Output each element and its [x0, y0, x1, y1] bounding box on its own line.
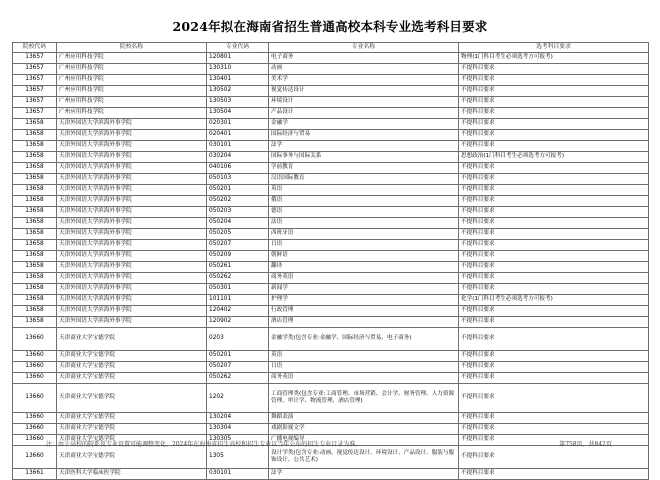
cell-subject-req: 不提科目要求	[459, 469, 649, 480]
cell-school-code: 13660	[13, 373, 57, 384]
cell-major-name: 设计学类(包含专业:动画、视觉传达设计、环境设计、产品设计、服装与服饰设计、公共艺术)	[269, 446, 459, 469]
cell-subject-req: 不提科目要求	[459, 185, 649, 196]
cell-major-code: 1305	[207, 446, 269, 469]
table-row	[13, 351, 649, 362]
cell-school-code: 13660	[13, 384, 57, 413]
cell-major-code: 120902	[207, 317, 269, 328]
cell-major-code: 050201	[207, 185, 269, 196]
cell-major-name: 法学	[269, 469, 459, 480]
cell-subject-req: 不提科目要求	[459, 75, 649, 86]
cell-subject-req: 化学(1门科目考生必须选考方可报考)	[459, 295, 649, 306]
cell-school-code: 13657	[13, 53, 57, 64]
cell-school-name: 天津商业大学宝德学院	[57, 384, 207, 413]
table-row	[13, 174, 649, 185]
column-header-major-code: 专业代码	[207, 43, 269, 53]
cell-major-name: 商务英语	[269, 273, 459, 284]
cell-subject-req: 不提科目要求	[459, 240, 649, 251]
cell-school-code: 13658	[13, 185, 57, 196]
cell-major-code: 020401	[207, 130, 269, 141]
cell-major-name: 商务英语	[269, 373, 459, 384]
cell-major-name: 俄语	[269, 196, 459, 207]
cell-major-name: 国际事务与国际关系	[269, 152, 459, 163]
table-row	[13, 413, 649, 424]
cell-major-name: 英语	[269, 185, 459, 196]
cell-subject-req: 不提科目要求	[459, 108, 649, 119]
cell-major-name: 法语	[269, 218, 459, 229]
cell-major-name: 动画	[269, 64, 459, 75]
cell-major-code: 030204	[207, 152, 269, 163]
cell-school-code: 13660	[13, 362, 57, 373]
cell-major-code: 101101	[207, 295, 269, 306]
cell-major-name: 金融学类(包含专业:金融学、国际经济与贸易、电子商务)	[269, 328, 459, 351]
table-row	[13, 207, 649, 218]
footer-note-bar	[0, 439, 660, 448]
cell-school-code: 13658	[13, 306, 57, 317]
cell-subject-req: 不提科目要求	[459, 229, 649, 240]
cell-school-name: 天津外国语大学滨海外事学院	[57, 273, 207, 284]
column-header-school-name: 院校名称	[57, 43, 207, 53]
cell-subject-req: 不提科目要求	[459, 446, 649, 469]
table-row	[13, 229, 649, 240]
cell-school-name: 天津商业大学宝德学院	[57, 424, 207, 435]
cell-subject-req: 不提科目要求	[459, 130, 649, 141]
cell-school-name: 天津商业大学宝德学院	[57, 373, 207, 384]
cell-major-name: 金融学	[269, 119, 459, 130]
table-row	[13, 424, 649, 435]
table-row	[13, 97, 649, 108]
cell-school-name: 天津外国语大学滨海外事学院	[57, 174, 207, 185]
cell-major-code: 130304	[207, 424, 269, 435]
cell-school-code: 13658	[13, 240, 57, 251]
cell-major-code: 130204	[207, 413, 269, 424]
cell-school-code: 13657	[13, 108, 57, 119]
cell-major-name: 视觉传达设计	[269, 86, 459, 97]
cell-major-name: 英语	[269, 351, 459, 362]
cell-school-name: 广州应用科技学院	[57, 86, 207, 97]
table-row	[13, 362, 649, 373]
cell-major-code: 050207	[207, 240, 269, 251]
cell-major-name: 舞蹈表演	[269, 413, 459, 424]
cell-school-code: 13657	[13, 75, 57, 86]
cell-school-name: 天津外国语大学滨海外事学院	[57, 317, 207, 328]
table-row	[13, 273, 649, 284]
cell-major-name: 戏剧影视文学	[269, 424, 459, 435]
cell-major-name: 翻译	[269, 262, 459, 273]
cell-major-name: 德语	[269, 207, 459, 218]
cell-major-code: 030101	[207, 141, 269, 152]
cell-school-name: 天津外国语大学滨海外事学院	[57, 284, 207, 295]
cell-major-name: 产品设计	[269, 108, 459, 119]
cell-subject-req: 不提科目要求	[459, 218, 649, 229]
cell-major-code: 050201	[207, 351, 269, 362]
cell-school-code: 13658	[13, 273, 57, 284]
table-row	[13, 86, 649, 97]
table-row	[13, 196, 649, 207]
cell-major-code: 130504	[207, 108, 269, 119]
table-row	[13, 75, 649, 86]
cell-school-name: 天津外国语大学滨海外事学院	[57, 141, 207, 152]
cell-school-name: 天津外国语大学滨海外事学院	[57, 130, 207, 141]
cell-major-name: 新闻学	[269, 284, 459, 295]
cell-major-name: 环境设计	[269, 97, 459, 108]
cell-school-name: 天津医科大学临床医学院	[57, 469, 207, 480]
cell-school-name: 天津商业大学宝德学院	[57, 362, 207, 373]
cell-major-code: 050262	[207, 273, 269, 284]
table-row	[13, 108, 649, 119]
cell-school-code: 13658	[13, 207, 57, 218]
cell-school-name: 天津外国语大学滨海外事学院	[57, 119, 207, 130]
cell-major-code: 130502	[207, 86, 269, 97]
cell-major-name: 电子商务	[269, 53, 459, 64]
cell-major-code: 120402	[207, 306, 269, 317]
table-row	[13, 306, 649, 317]
cell-subject-req: 不提科目要求	[459, 174, 649, 185]
cell-school-name: 广州应用科技学院	[57, 75, 207, 86]
cell-school-name: 天津商业大学宝德学院	[57, 328, 207, 351]
cell-school-name: 天津外国语大学滨海外事学院	[57, 240, 207, 251]
cell-major-name: 日语	[269, 240, 459, 251]
cell-subject-req: 不提科目要求	[459, 424, 649, 435]
cell-major-code: 050204	[207, 218, 269, 229]
cell-major-name: 日语	[269, 362, 459, 373]
cell-school-name: 广州应用科技学院	[57, 97, 207, 108]
cell-school-code: 13660	[13, 435, 57, 446]
cell-school-code: 13658	[13, 163, 57, 174]
cell-major-code: 0203	[207, 328, 269, 351]
page-number: 第758页，共842页	[559, 441, 612, 448]
table-row	[13, 295, 649, 306]
cell-major-name: 国际经济与贸易	[269, 130, 459, 141]
cell-subject-req: 不提科目要求	[459, 351, 649, 362]
cell-subject-req: 不提科目要求	[459, 384, 649, 413]
cell-school-code: 13658	[13, 141, 57, 152]
cell-major-code: 130401	[207, 75, 269, 86]
cell-subject-req: 不提科目要求	[459, 251, 649, 262]
cell-major-code: 050103	[207, 174, 269, 185]
table-row	[13, 240, 649, 251]
cell-major-code: 050203	[207, 207, 269, 218]
cell-school-code: 13658	[13, 295, 57, 306]
table-row	[13, 373, 649, 384]
cell-subject-req: 不提科目要求	[459, 163, 649, 174]
column-header-major-name: 专业名称	[269, 43, 459, 53]
cell-school-name: 天津商业大学宝德学院	[57, 413, 207, 424]
cell-major-code: 050202	[207, 196, 269, 207]
cell-subject-req: 不提科目要求	[459, 262, 649, 273]
table-row	[13, 251, 649, 262]
cell-subject-req: 不提科目要求	[459, 362, 649, 373]
cell-school-name: 天津外国语大学滨海外事学院	[57, 185, 207, 196]
cell-school-code: 13657	[13, 64, 57, 75]
cell-subject-req: 不提科目要求	[459, 207, 649, 218]
cell-major-name: 西班牙语	[269, 229, 459, 240]
cell-school-code: 13657	[13, 86, 57, 97]
column-header-school-code: 院校代码	[13, 43, 57, 53]
table-row	[13, 119, 649, 130]
table-row	[13, 163, 649, 174]
cell-school-name: 天津外国语大学滨海外事学院	[57, 295, 207, 306]
cell-major-code: 130503	[207, 97, 269, 108]
cell-school-name: 天津商业大学宝德学院	[57, 435, 207, 446]
cell-school-code: 13660	[13, 413, 57, 424]
cell-major-code: 1202	[207, 384, 269, 413]
cell-school-name: 天津外国语大学滨海外事学院	[57, 251, 207, 262]
cell-subject-req: 不提科目要求	[459, 328, 649, 351]
cell-school-code: 13658	[13, 130, 57, 141]
cell-subject-req: 不提科目要求	[459, 97, 649, 108]
cell-school-name: 天津外国语大学滨海外事学院	[57, 196, 207, 207]
cell-school-code: 13660	[13, 424, 57, 435]
cell-major-name: 学前教育	[269, 163, 459, 174]
cell-subject-req: 不提科目要求	[459, 119, 649, 130]
cell-subject-req: 不提科目要求	[459, 273, 649, 284]
cell-school-code: 13660	[13, 446, 57, 469]
table-row	[13, 328, 649, 351]
cell-major-code: 050262	[207, 373, 269, 384]
cell-major-code: 040106	[207, 163, 269, 174]
table-row	[13, 384, 649, 413]
cell-school-code: 13660	[13, 351, 57, 362]
cell-school-name: 天津外国语大学滨海外事学院	[57, 306, 207, 317]
cell-subject-req: 不提科目要求	[459, 413, 649, 424]
cell-school-name: 天津外国语大学滨海外事学院	[57, 229, 207, 240]
cell-major-code: 050261	[207, 262, 269, 273]
cell-major-code: 050205	[207, 229, 269, 240]
table-row	[13, 141, 649, 152]
cell-school-name: 天津外国语大学滨海外事学院	[57, 262, 207, 273]
cell-major-name: 汉语国际教育	[269, 174, 459, 185]
cell-major-name: 护理学	[269, 295, 459, 306]
table-row	[13, 64, 649, 75]
cell-subject-req: 思想政治(1门科目考生必须选考方可报考)	[459, 152, 649, 163]
cell-major-name: 工商管理类(包含专业:工商管理、市场营销、会计学、财务管理、人力资源管理、审计学、物流管理、酒店管理)	[269, 384, 459, 413]
table-row	[13, 185, 649, 196]
cell-major-code: 050301	[207, 284, 269, 295]
cell-school-code: 13660	[13, 328, 57, 351]
table-header-row	[13, 43, 649, 53]
table-body	[13, 53, 649, 480]
table-row	[13, 446, 649, 469]
cell-school-code: 13658	[13, 262, 57, 273]
cell-major-code: 130310	[207, 64, 269, 75]
cell-subject-req: 不提科目要求	[459, 435, 649, 446]
column-header-subject-req: 选考科目要求	[459, 43, 649, 53]
cell-school-code: 13658	[13, 174, 57, 185]
table-row	[13, 218, 649, 229]
cell-school-code: 13658	[13, 119, 57, 130]
cell-subject-req: 物理(1门科目考生必须选考方可报考)	[459, 53, 649, 64]
cell-school-name: 天津外国语大学滨海外事学院	[57, 152, 207, 163]
cell-subject-req: 不提科目要求	[459, 64, 649, 75]
cell-major-name: 酒店管理	[269, 317, 459, 328]
cell-major-name: 广播电视编导	[269, 435, 459, 446]
table-row	[13, 53, 649, 64]
cell-major-code: 050209	[207, 251, 269, 262]
cell-school-name: 广州应用科技学院	[57, 53, 207, 64]
table-header	[13, 43, 649, 53]
cell-major-code: 030101	[207, 469, 269, 480]
cell-major-code: 130305	[207, 435, 269, 446]
table-row	[13, 469, 649, 480]
cell-subject-req: 不提科目要求	[459, 196, 649, 207]
cell-major-code: 020301	[207, 119, 269, 130]
cell-school-code: 13657	[13, 97, 57, 108]
cell-school-name: 天津外国语大学滨海外事学院	[57, 163, 207, 174]
cell-school-name: 天津外国语大学滨海外事学院	[57, 207, 207, 218]
table-row	[13, 130, 649, 141]
cell-major-name: 行政管理	[269, 306, 459, 317]
cell-major-name: 美术学	[269, 75, 459, 86]
cell-subject-req: 不提科目要求	[459, 306, 649, 317]
table-row	[13, 152, 649, 163]
cell-school-name: 天津外国语大学滨海外事学院	[57, 218, 207, 229]
cell-school-code: 13658	[13, 284, 57, 295]
cell-school-name: 广州应用科技学院	[57, 108, 207, 119]
cell-school-code: 13658	[13, 196, 57, 207]
cell-school-code: 13658	[13, 317, 57, 328]
cell-school-code: 13661	[13, 469, 57, 480]
cell-school-code: 13658	[13, 152, 57, 163]
major-subject-requirements-table	[12, 42, 649, 480]
table-row	[13, 262, 649, 273]
cell-school-name: 天津商业大学宝德学院	[57, 351, 207, 362]
table-row	[13, 317, 649, 328]
cell-subject-req: 不提科目要求	[459, 284, 649, 295]
cell-major-code: 120801	[207, 53, 269, 64]
footer-note-text: 注：由于高校的院系及专业设置可能调整变化，2024年在海南省招生高校和招生专业以当年公布的招生专业目录为准。	[46, 441, 362, 448]
cell-school-name: 天津商业大学宝德学院	[57, 446, 207, 469]
cell-subject-req: 不提科目要求	[459, 86, 649, 97]
cell-major-code: 050207	[207, 362, 269, 373]
cell-school-code: 13658	[13, 251, 57, 262]
table-row	[13, 284, 649, 295]
cell-subject-req: 不提科目要求	[459, 317, 649, 328]
page-title: 2024年拟在海南省招生普通高校本科专业选考科目要求	[172, 19, 488, 34]
cell-major-name: 朝鲜语	[269, 251, 459, 262]
cell-school-name: 广州应用科技学院	[57, 64, 207, 75]
cell-major-name: 法学	[269, 141, 459, 152]
cell-subject-req: 不提科目要求	[459, 373, 649, 384]
cell-school-code: 13658	[13, 218, 57, 229]
cell-school-code: 13658	[13, 229, 57, 240]
cell-subject-req: 不提科目要求	[459, 141, 649, 152]
